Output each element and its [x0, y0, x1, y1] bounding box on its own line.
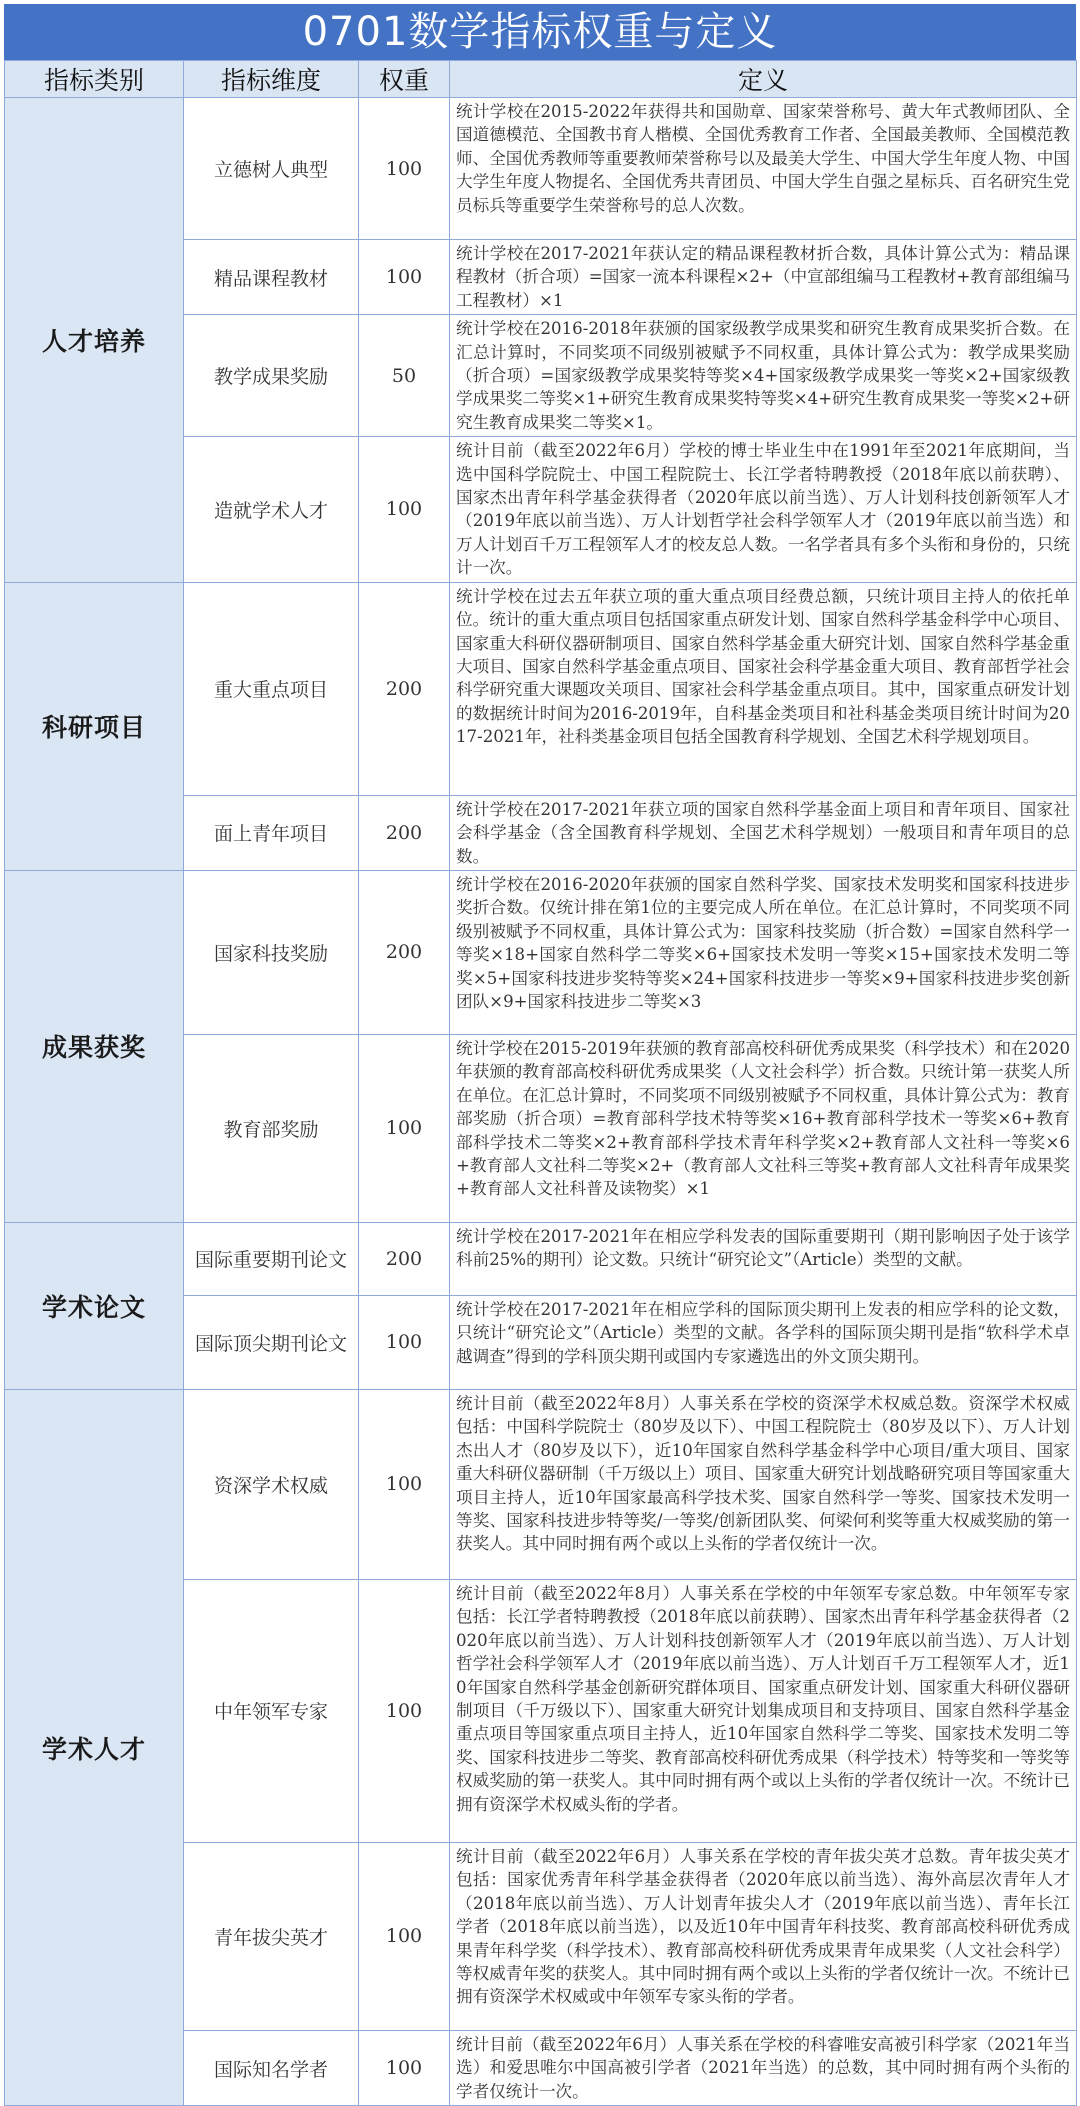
definition-cell: 统计学校在2016-2018年获颁的国家级教学成果奖和研究生教育成果奖折合数。在汇总计算时，不同奖项不同级别被赋予不同权重，具体计算公式为：教学成果奖励（折合项）=国家级教学成果奖特等奖×4+国家级教学成果奖一等奖×2+国家级教学成果奖二等奖×1+研究生教育成果奖特等奖×4+研究生教育成果奖一等奖×2+研究生教育成果奖二等奖×1。 [450, 315, 1077, 437]
weight-cell: 100 [359, 437, 450, 582]
weight-cell: 100 [359, 1034, 450, 1222]
table-row [5, 98, 1077, 240]
definition-cell: 统计目前（截至2022年8月）人事关系在学校的资深学术权威总数。资深学术权威包括：中国科学院院士（80岁及以下）、中国工程院院士（80岁及以下）、万人计划杰出人才（80岁及以下），近10年国家自然科学基金科学中心项目/重大项目、国家重大科研仪器研制（千万级以上）项目、国家重大研究计划战略研究项目等国家重大项目主持人，近10年国家最高科学技术奖、国家自然科学一等奖、国家技术发明一等奖、国家科技进步特等奖/一等奖/创新团队奖、何梁何利奖等重大权威奖励的第一获奖人。其中同时拥有两个或以上头衔的学者仅统计一次。 [450, 1389, 1077, 1579]
category-cell: 成果获奖 [5, 870, 184, 1222]
dimension-cell: 重大重点项目 [184, 582, 359, 795]
definition-cell: 统计目前（截至2022年8月）人事关系在学校的中年领军专家总数。中年领军专家包括：长江学者特聘教授（2018年底以前获聘）、国家杰出青年科学基金获得者（2020年底以前当选）、万人计划科技创新领军人才（2019年底以前当选）、万人计划哲学社会科学领军人才（2019年底以前当选）、万人计划百千万工程领军人才，近10年国家自然科学基金创新研究群体项目、国家重点研发计划、国家重大科研仪器研制项目（千万级以下）、国家重大研究计划集成项目和支持项目、国家自然科学基金重点项目等国家重点项目主持人，近10年国家自然科学二等奖、国家技术发明二等奖、国家科技进步二等奖、教育部高校科研优秀成果（科学技术）特等奖和一等奖等权威奖励的第一获奖人。其中同时拥有两个或以上头衔的学者仅统计一次。不统计已拥有资深学术权威头衔的学者。 [450, 1579, 1077, 1842]
dimension-cell: 立德树人典型 [184, 98, 359, 240]
dimension-cell: 教育部奖励 [184, 1034, 359, 1222]
weight-cell: 200 [359, 582, 450, 795]
dimension-cell: 面上青年项目 [184, 795, 359, 870]
definition-cell: 统计学校在2017-2021年获认定的精品课程教材折合数，具体计算公式为：精品课程教材（折合项）=国家一流本科课程×2+（中宣部组编马工程教材+教育部组编马工程教材）×1 [450, 240, 1077, 315]
weight-cell: 100 [359, 1842, 450, 2030]
dimension-cell: 国际知名学者 [184, 2030, 359, 2105]
category-cell: 人才培养 [5, 98, 184, 583]
column-header-dimension: 指标维度 [184, 61, 359, 98]
weight-cell: 100 [359, 1295, 450, 1389]
definition-cell: 统计学校在2016-2020年获颁的国家自然科学奖、国家技术发明奖和国家科技进步奖折合数。仅统计排在第1位的主要完成人所在单位。在汇总计算时，不同奖项不同级别被赋予不同权重，具体计算公式为：国家科技奖励（折合数）=国家自然科学一等奖×18+国家自然科学二等奖×6+国家技术发明一等奖×15+国家技术发明二等奖×5+国家科技进步奖特等奖×24+国家科技进步一等奖×9+国家科技进步奖创新团队×9+国家科技进步二等奖×3 [450, 870, 1077, 1034]
category-cell: 科研项目 [5, 582, 184, 870]
weight-cell: 100 [359, 2030, 450, 2105]
table-row [5, 870, 1077, 1034]
definition-cell: 统计目前（截至2022年6月）学校的博士毕业生中在1991年至2021年底期间，当选中国科学院院士、中国工程院院士、长江学者特聘教授（2018年底以前获聘）、国家杰出青年科学基金获得者（2020年底以前当选）、万人计划科技创新领军人才（2019年底以前当选）、万人计划哲学社会科学领军人才（2019年底以前当选）和万人计划百千万工程领军人才的校友总人数。一名学者具有多个头衔和身份的，只统计一次。 [450, 437, 1077, 582]
column-header-weight: 权重 [359, 61, 450, 98]
definition-cell: 统计学校在2017-2021年获立项的国家自然科学基金面上项目和青年项目、国家社会科学基金（含全国教育科学规划、全国艺术科学规划）一般项目和青年项目的总数。 [450, 795, 1077, 870]
definition-cell: 统计学校在2015-2019年获颁的教育部高校科研优秀成果奖（科学技术）和在2020年获颁的教育部高校科研优秀成果奖（人文社会科学）折合数。只统计第一获奖人所在单位。在汇总计算时，不同奖项不同级别被赋予不同权重，具体计算公式为：教育部奖励（折合项）=教育部科学技术特等奖×16+教育部科学技术一等奖×6+教育部科学技术二等奖×2+教育部科学技术青年科学奖×2+教育部人文社科一等奖×6+教育部人文社科二等奖×2+（教育部人文社科三等奖+教育部人文社科青年成果奖+教育部人文社科普及读物奖）×1 [450, 1034, 1077, 1222]
definition-cell: 统计目前（截至2022年6月）人事关系在学校的科睿唯安高被引科学家（2021年当选）和爱思唯尔中国高被引学者（2021年当选）的总数，其中同时拥有两个头衔的学者仅统计一次。 [450, 2030, 1077, 2105]
table-row [5, 1389, 1077, 1579]
definition-cell: 统计目前（截至2022年6月）人事关系在学校的青年拔尖英才总数。青年拔尖英才包括：国家优秀青年科学基金获得者（2020年底以前当选）、海外高层次青年人才（2018年底以前当选）、万人计划青年拔尖人才（2019年底以前当选）、青年长江学者（2018年底以前当选），以及近10年中国青年科技奖、教育部高校科研优秀成果青年科学奖（科学技术）、教育部高校科研优秀成果青年成果奖（人文社会科学）等权威青年奖的获奖人。其中同时拥有两个或以上头衔的学者仅统计一次。不统计已拥有资深学术权威或中年领军专家头衔的学者。 [450, 1842, 1077, 2030]
category-cell: 学术论文 [5, 1222, 184, 1389]
dimension-cell: 资深学术权威 [184, 1389, 359, 1579]
weight-cell: 100 [359, 240, 450, 315]
indicator-table [4, 60, 1077, 2106]
weight-cell: 200 [359, 795, 450, 870]
dimension-cell: 精品课程教材 [184, 240, 359, 315]
definition-cell: 统计学校在2015-2022年获得共和国勋章、国家荣誉称号、黄大年式教师团队、全国道德模范、全国教书育人楷模、全国优秀教育工作者、全国最美教师、全国模范教师、全国优秀教师等重要教师荣誉称号以及最美大学生、中国大学生年度人物、中国大学生年度人物提名、全国优秀共青团员、中国大学生自强之星标兵、百名研究生党员标兵等重要学生荣誉称号的总人次数。 [450, 98, 1077, 240]
weight-cell: 200 [359, 870, 450, 1034]
dimension-cell: 国家科技奖励 [184, 870, 359, 1034]
column-header-category: 指标类别 [5, 61, 184, 98]
sheet-title: 0701数学指标权重与定义 [4, 4, 1076, 60]
table-body [5, 98, 1077, 2106]
definition-cell: 统计学校在2017-2021年在相应学科的国际顶尖期刊上发表的相应学科的论文数，只统计“研究论文”（Article）类型的文献。各学科的国际顶尖期刊是指“软科学术卓越调查”得到的学科顶尖期刊或国内专家遴选出的外文顶尖期刊。 [450, 1295, 1077, 1389]
dimension-cell: 青年拔尖英才 [184, 1842, 359, 2030]
weight-cell: 100 [359, 1579, 450, 1842]
weight-cell: 100 [359, 1389, 450, 1579]
dimension-cell: 教学成果奖励 [184, 315, 359, 437]
definition-cell: 统计学校在2017-2021年在相应学科发表的国际重要期刊（期刊影响因子处于该学科前25%的期刊）论文数。只统计“研究论文”（Article）类型的文献。 [450, 1222, 1077, 1295]
column-header-definition: 定义 [450, 61, 1077, 98]
dimension-cell: 国际重要期刊论文 [184, 1222, 359, 1295]
table-row [5, 582, 1077, 795]
weight-cell: 50 [359, 315, 450, 437]
dimension-cell: 国际顶尖期刊论文 [184, 1295, 359, 1389]
definition-cell: 统计学校在过去五年获立项的重大重点项目经费总额，只统计项目主持人的依托单位。统计的重大重点项目包括国家重点研发计划、国家自然科学基金科学中心项目、国家重大科研仪器研制项目、国家自然科学基金重大研究计划、国家自然科学基金重大项目、国家自然科学基金重点项目、国家社会科学基金重大项目、教育部哲学社会科学研究重大课题攻关项目、国家社会科学基金重点项目。其中，国家重点研发计划的数据统计时间为2016-2019年，自科基金类项目和社科基金类项目统计时间为2017-2021年，社科类基金项目包括全国教育科学规划、全国艺术科学规划项目。 [450, 582, 1077, 795]
weight-cell: 100 [359, 98, 450, 240]
dimension-cell: 中年领军专家 [184, 1579, 359, 1842]
weight-cell: 200 [359, 1222, 450, 1295]
indicator-sheet [4, 4, 1076, 2106]
table-header-row [5, 61, 1077, 98]
category-cell: 学术人才 [5, 1389, 184, 2105]
table-row [5, 1222, 1077, 1295]
dimension-cell: 造就学术人才 [184, 437, 359, 582]
